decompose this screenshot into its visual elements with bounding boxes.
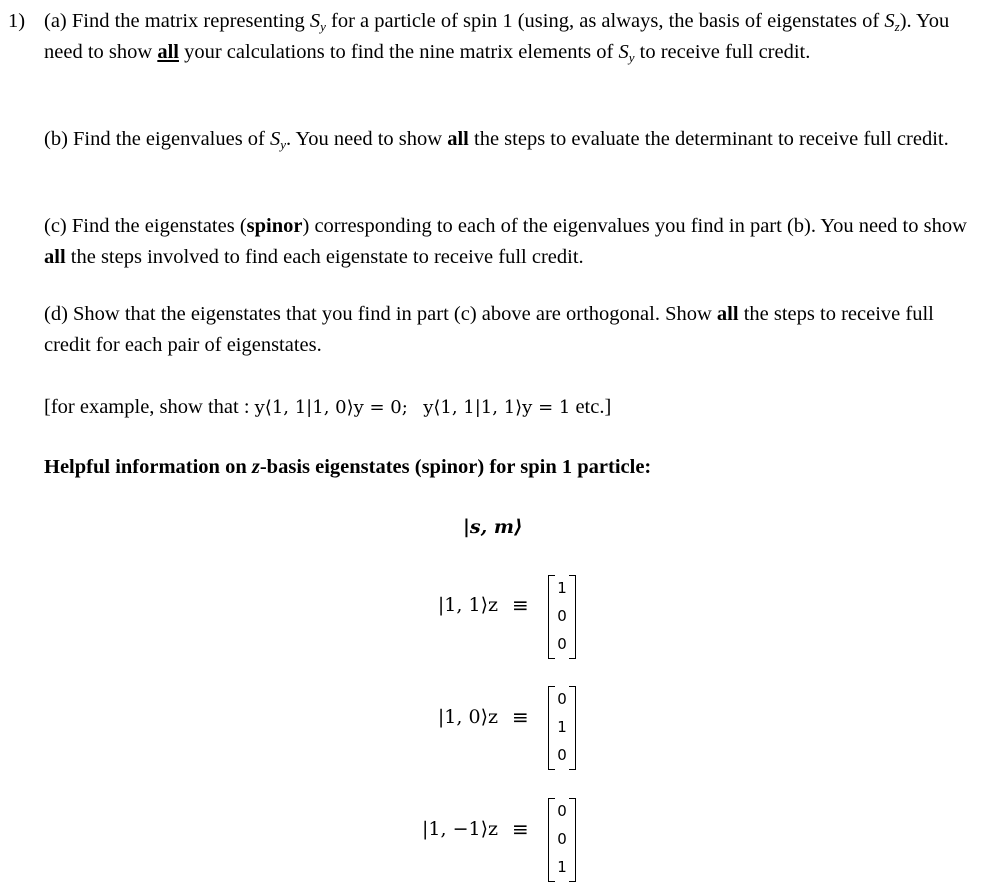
vector-entry: 0 [557, 802, 567, 820]
part-c-text: (c) Find the eigenstates (spinor) corresponding to each of the eigenvalues you find in part (b). You need to show all the steps involved to find each eigenstate to receive full credit. [44, 215, 967, 268]
equiv-symbol: ≡ [512, 817, 529, 841]
vector-entry: 0 [557, 607, 567, 625]
example-equation-2: y⟨1, 1|1, 1⟩y = 1 [423, 397, 571, 418]
vector-entry: 0 [557, 635, 567, 653]
ket-1-0-label: |1, 0⟩z [437, 706, 498, 728]
part-d-text: (d) Show that the eigenstates that you find in part (c) above are orthogonal. Show all the steps to receive full credit for each pair of eigenstates. [44, 303, 934, 356]
example-line: [for example, show that : y⟨1, 1|1, 0⟩y = 0; y⟨1, 1|1, 1⟩y = 1 etc.] [44, 396, 612, 418]
ket-1-minus1-label: |1, −1⟩z [422, 818, 498, 840]
column-vector-1-0 [548, 686, 576, 770]
part-a-text: (a) Find the matrix representing $S_y$ for a particle of spin 1 (using, as always, the basis of eigenstates of $S_z$). You need to show all your calculations to find the nine matrix elements of $S_y$ to receive full credit. [44, 10, 950, 65]
helpful-heading: Helpful information on z-basis eigenstates (spinor) for spin 1 particle: [44, 456, 652, 478]
part-b-text: (b) Find the eigenvalues of $S_y$. You need to show all the steps to evaluate the determinant to receive full credit. [44, 128, 949, 152]
ket-1-1-label: |1, 1⟩z [437, 594, 498, 616]
sm-label: |s, m⟩ [463, 516, 523, 538]
column-vector-1-minus1 [548, 798, 576, 882]
example-equation-1: y⟨1, 1|1, 0⟩y = 0; [254, 397, 408, 418]
vector-entry: 1 [557, 858, 567, 876]
vector-entry: 1 [557, 718, 567, 736]
vector-entry: 0 [557, 690, 567, 708]
equiv-symbol: ≡ [512, 705, 529, 729]
column-vector-1-1 [548, 575, 576, 659]
vector-entry: 0 [557, 830, 567, 848]
vector-entry: 0 [557, 746, 567, 764]
vector-entry: 1 [557, 579, 567, 597]
problem-number: 1) [8, 10, 26, 32]
equiv-symbol: ≡ [512, 593, 529, 617]
